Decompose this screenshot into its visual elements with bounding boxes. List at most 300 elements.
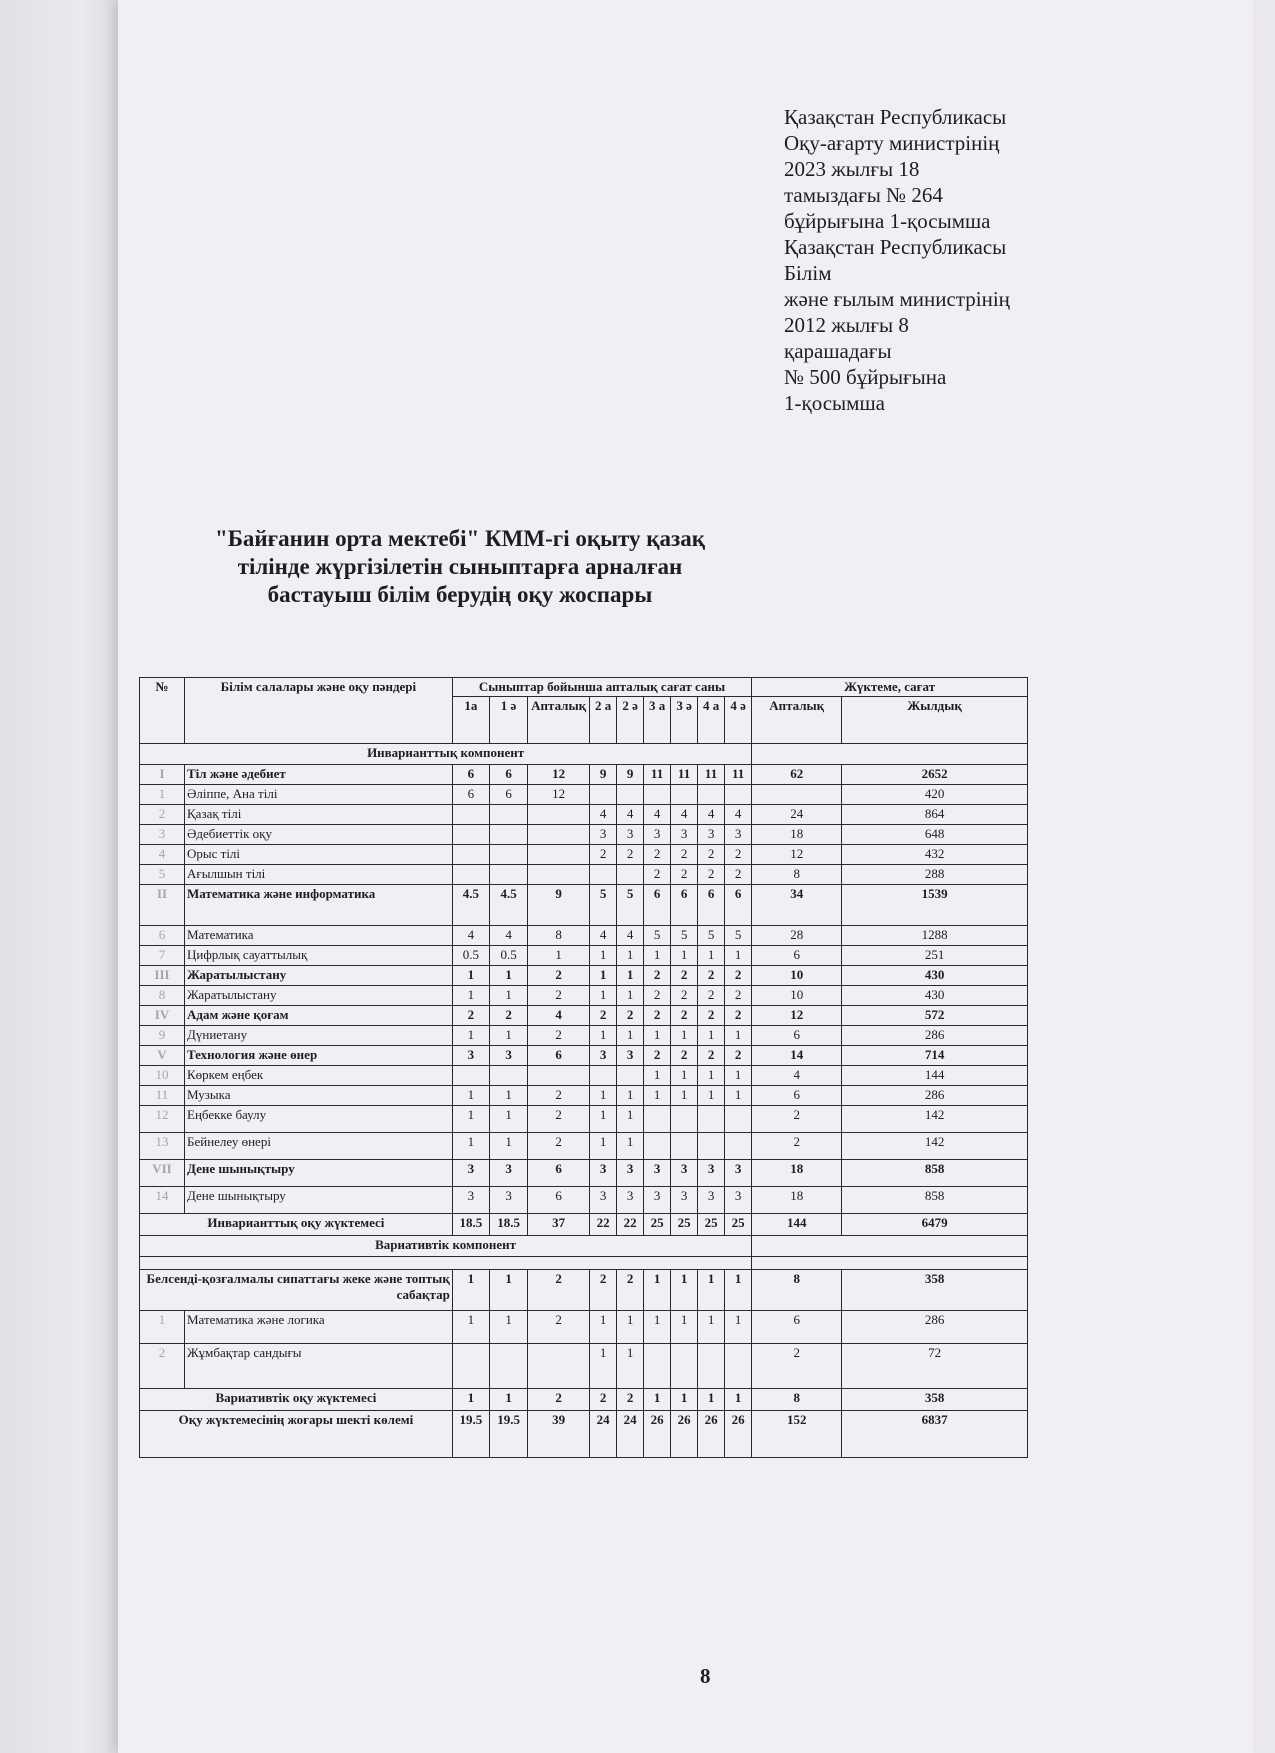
- table-cell: 1: [698, 1389, 725, 1411]
- title-line: бастауыш білім берудің оқу жоспары: [267, 582, 653, 607]
- table-cell: 25: [698, 1214, 725, 1236]
- table-cell: 1: [671, 946, 698, 966]
- table-cell: 2: [617, 1006, 644, 1026]
- table-cell: 1539: [842, 885, 1028, 926]
- table-cell: 5: [617, 885, 644, 926]
- table-cell: 3: [644, 1160, 671, 1187]
- table-cell: 4: [617, 805, 644, 825]
- table-cell: 2: [590, 1389, 617, 1411]
- table-cell: 3: [489, 1187, 527, 1214]
- table-cell: 1: [452, 966, 489, 986]
- table-cell: [590, 785, 617, 805]
- table-cell: [698, 1106, 725, 1133]
- table-cell: 1: [452, 1106, 489, 1133]
- table-cell: 1: [698, 1066, 725, 1086]
- table-cell: 2: [528, 966, 590, 986]
- table-cell: 1: [489, 1389, 527, 1411]
- total-label: Оқу жүктемесінің жоғары шекті көлемі: [140, 1411, 453, 1458]
- table-cell: 5: [725, 926, 752, 946]
- table-cell: 1: [590, 1026, 617, 1046]
- table-cell: 1: [452, 1311, 489, 1344]
- table-cell: 26: [671, 1411, 698, 1458]
- table-cell: 1: [590, 966, 617, 986]
- header-load: Жүктеме, сағат: [752, 678, 1028, 697]
- table-cell: [671, 785, 698, 805]
- table-cell: 6: [752, 1311, 842, 1344]
- row-number: 12: [140, 1106, 185, 1133]
- table-cell: 6: [698, 885, 725, 926]
- row-number: 10: [140, 1066, 185, 1086]
- table-cell: 152: [752, 1411, 842, 1458]
- column-header: 3 ә: [671, 697, 698, 744]
- table-cell: 4: [698, 805, 725, 825]
- subject-name: Ағылшын тілі: [185, 865, 453, 885]
- table-cell: [590, 865, 617, 885]
- max-load-row: [140, 1411, 1028, 1458]
- table-cell: 144: [842, 1066, 1028, 1086]
- table-cell: 28: [752, 926, 842, 946]
- table-cell: 6: [528, 1046, 590, 1066]
- table-cell: 6837: [842, 1411, 1028, 1458]
- section-label: Инварианттық компонент: [140, 744, 752, 765]
- table-cell: 286: [842, 1026, 1028, 1046]
- table-cell: 24: [752, 805, 842, 825]
- table-cell: 26: [698, 1411, 725, 1458]
- table-cell: 1: [644, 946, 671, 966]
- table-cell: [452, 845, 489, 865]
- approval-line: 2012 жылғы 8: [784, 313, 909, 337]
- table-cell: 1: [617, 1311, 644, 1344]
- table-cell: [140, 1257, 752, 1270]
- subject-name: Орыс тілі: [185, 845, 453, 865]
- table-cell: [671, 1133, 698, 1160]
- table-cell: 3: [590, 1160, 617, 1187]
- table-cell: 4: [671, 805, 698, 825]
- table-cell: [489, 825, 527, 845]
- header-row: [140, 678, 1028, 697]
- invariant-total-row: [140, 1214, 1028, 1236]
- table-cell: 37: [528, 1214, 590, 1236]
- table-cell: 6: [752, 1026, 842, 1046]
- table-cell: [752, 1257, 1028, 1270]
- table-cell: 8: [528, 926, 590, 946]
- table-row: [140, 765, 1028, 785]
- table-cell: 6: [489, 765, 527, 785]
- table-cell: 3: [698, 1160, 725, 1187]
- approval-line: бұйрығына 1-қосымша: [784, 209, 991, 233]
- subject-name: Дене шынықтыру: [185, 1160, 453, 1187]
- table-cell: 2: [644, 1046, 671, 1066]
- table-cell: 288: [842, 865, 1028, 885]
- column-header: 4 а: [698, 697, 725, 744]
- table-row: [140, 1311, 1028, 1344]
- table-cell: 3: [725, 1160, 752, 1187]
- table-cell: 39: [528, 1411, 590, 1458]
- table-cell: 9: [617, 765, 644, 785]
- variative-group-row: [140, 1270, 1028, 1311]
- table-cell: 4: [644, 805, 671, 825]
- table-cell: 1: [590, 986, 617, 1006]
- table-cell: [452, 1344, 489, 1389]
- table-cell: 1: [590, 1106, 617, 1133]
- table-cell: 3: [452, 1187, 489, 1214]
- table-cell: 62: [752, 765, 842, 785]
- table-cell: 19.5: [452, 1411, 489, 1458]
- table-row: [140, 785, 1028, 805]
- table-cell: 1: [452, 1133, 489, 1160]
- table-cell: [698, 1133, 725, 1160]
- table-cell: 1: [528, 946, 590, 966]
- table-cell: 24: [590, 1411, 617, 1458]
- table-cell: 2: [671, 966, 698, 986]
- table-cell: 26: [644, 1411, 671, 1458]
- column-header: 2 а: [590, 697, 617, 744]
- subject-name: Жұмбақтар сандығы: [185, 1344, 453, 1389]
- table-cell: 34: [752, 885, 842, 926]
- table-cell: 432: [842, 845, 1028, 865]
- subject-name: Бейнелеу өнері: [185, 1133, 453, 1160]
- table-cell: 2: [698, 1006, 725, 1026]
- table-row: [140, 1106, 1028, 1133]
- table-row: [140, 805, 1028, 825]
- table-cell: 11: [644, 765, 671, 785]
- table-cell: 1: [698, 1270, 725, 1311]
- table-cell: 1: [489, 1026, 527, 1046]
- table-cell: 2: [644, 865, 671, 885]
- table-cell: 714: [842, 1046, 1028, 1066]
- table-cell: 251: [842, 946, 1028, 966]
- table-cell: 2: [671, 986, 698, 1006]
- table-cell: 1: [725, 1026, 752, 1046]
- subject-name: Дене шынықтыру: [185, 1187, 453, 1214]
- table-cell: 1: [590, 946, 617, 966]
- table-cell: 1288: [842, 926, 1028, 946]
- table-cell: 6: [725, 885, 752, 926]
- table-cell: 2: [528, 1086, 590, 1106]
- table-cell: 1: [452, 1026, 489, 1046]
- subject-name: Әліппе, Ана тілі: [185, 785, 453, 805]
- table-cell: 2: [725, 1006, 752, 1026]
- table-cell: 358: [842, 1389, 1028, 1411]
- table-cell: 8: [752, 865, 842, 885]
- table-cell: 1: [617, 1086, 644, 1106]
- table-cell: 4: [590, 805, 617, 825]
- table-cell: 286: [842, 1086, 1028, 1106]
- table-cell: 2: [698, 865, 725, 885]
- table-cell: 5: [671, 926, 698, 946]
- table-cell: 1: [590, 1086, 617, 1106]
- table-cell: 12: [752, 1006, 842, 1026]
- table-cell: 1: [489, 1133, 527, 1160]
- table-cell: 12: [528, 785, 590, 805]
- table-cell: 12: [528, 765, 590, 785]
- table-cell: 2: [698, 845, 725, 865]
- subject-name: Еңбекке баулу: [185, 1106, 453, 1133]
- table-cell: 3: [698, 1187, 725, 1214]
- table-cell: 9: [528, 885, 590, 926]
- table-cell: 1: [590, 1311, 617, 1344]
- table-cell: 18.5: [452, 1214, 489, 1236]
- table-cell: 3: [671, 825, 698, 845]
- header-subjects: Білім салалары және оқу пәндері: [185, 678, 453, 744]
- table-cell: 1: [725, 1311, 752, 1344]
- table-cell: 3: [671, 1160, 698, 1187]
- table-cell: 2: [698, 1046, 725, 1066]
- table-cell: 572: [842, 1006, 1028, 1026]
- column-header: 2 ә: [617, 697, 644, 744]
- table-cell: 3: [489, 1160, 527, 1187]
- table-row: [140, 1344, 1028, 1389]
- table-cell: [590, 1066, 617, 1086]
- table-cell: 142: [842, 1106, 1028, 1133]
- table-cell: 1: [590, 1133, 617, 1160]
- table-cell: 26: [725, 1411, 752, 1458]
- table-cell: 3: [644, 825, 671, 845]
- table-cell: 3: [725, 825, 752, 845]
- table-cell: 2: [725, 865, 752, 885]
- table-cell: 2: [671, 845, 698, 865]
- variative-total-row: [140, 1389, 1028, 1411]
- table-cell: 6: [489, 785, 527, 805]
- table-cell: 1: [617, 966, 644, 986]
- table-cell: 2: [528, 986, 590, 1006]
- table-cell: 2: [590, 845, 617, 865]
- table-cell: 1: [725, 1066, 752, 1086]
- title-line: тілінде жүргізілетін сыныптарға арналған: [237, 554, 683, 579]
- table-cell: 3: [590, 1187, 617, 1214]
- row-number: VII: [140, 1160, 185, 1187]
- table-cell: 1: [644, 1066, 671, 1086]
- table-row: [140, 1046, 1028, 1066]
- table-cell: 4.5: [489, 885, 527, 926]
- table-cell: 2: [725, 1046, 752, 1066]
- header-num: №: [140, 678, 185, 744]
- row-number: IV: [140, 1006, 185, 1026]
- section-row: [140, 744, 1028, 765]
- table-cell: [671, 1344, 698, 1389]
- table-cell: 1: [617, 1106, 644, 1133]
- table-cell: [528, 805, 590, 825]
- subject-name: Математика: [185, 926, 453, 946]
- subject-name: Цифрлық сауаттылық: [185, 946, 453, 966]
- subject-name: Көркем еңбек: [185, 1066, 453, 1086]
- row-number: 9: [140, 1026, 185, 1046]
- table-cell: 6: [452, 785, 489, 805]
- table-row: [140, 926, 1028, 946]
- total-label: Инварианттық оқу жүктемесі: [140, 1214, 453, 1236]
- table-row: [140, 1066, 1028, 1086]
- subject-name: Тіл және әдебиет: [185, 765, 453, 785]
- table-cell: 1: [617, 1026, 644, 1046]
- table-cell: 0.5: [489, 946, 527, 966]
- table-cell: 2: [617, 1389, 644, 1411]
- row-number: 7: [140, 946, 185, 966]
- table-cell: 3: [698, 825, 725, 845]
- table-cell: 2: [752, 1344, 842, 1389]
- table-cell: 358: [842, 1270, 1028, 1311]
- table-cell: 2: [671, 1046, 698, 1066]
- row-number: 2: [140, 1344, 185, 1389]
- approval-stamp-text: [784, 104, 1064, 416]
- table-row: [140, 986, 1028, 1006]
- table-cell: 3: [590, 1046, 617, 1066]
- table-cell: 3: [617, 1160, 644, 1187]
- column-header: 1 ә: [489, 697, 527, 744]
- table-cell: 2: [617, 845, 644, 865]
- table-cell: 1: [671, 1026, 698, 1046]
- table-cell: 18.5: [489, 1214, 527, 1236]
- table-cell: 1: [644, 1389, 671, 1411]
- table-cell: [725, 785, 752, 805]
- table-row: [140, 1187, 1028, 1214]
- table-cell: 1: [452, 1389, 489, 1411]
- row-number: V: [140, 1046, 185, 1066]
- table-cell: 22: [590, 1214, 617, 1236]
- table-cell: 11: [725, 765, 752, 785]
- table-cell: 2: [528, 1311, 590, 1344]
- table-cell: 1: [698, 1026, 725, 1046]
- table-cell: 6: [671, 885, 698, 926]
- table-cell: 3: [617, 1046, 644, 1066]
- table-cell: 8: [752, 1389, 842, 1411]
- table-cell: [617, 865, 644, 885]
- table-cell: 1: [671, 1086, 698, 1106]
- row-number: 3: [140, 825, 185, 845]
- table-cell: [752, 744, 1028, 765]
- table-cell: 2: [671, 865, 698, 885]
- table-cell: 2: [590, 1270, 617, 1311]
- table-cell: [617, 785, 644, 805]
- table-cell: 1: [489, 1270, 527, 1311]
- row-number: 13: [140, 1133, 185, 1160]
- table-cell: 6479: [842, 1214, 1028, 1236]
- table-cell: 1: [590, 1344, 617, 1389]
- table-cell: 1: [725, 1086, 752, 1106]
- table-cell: 1: [617, 946, 644, 966]
- table-cell: 1: [452, 1086, 489, 1106]
- table-cell: 1: [725, 1270, 752, 1311]
- table-cell: [725, 1106, 752, 1133]
- table-cell: [489, 1344, 527, 1389]
- subject-name: Жаратылыстану: [185, 986, 453, 1006]
- section-label: Вариативтік компонент: [140, 1236, 752, 1257]
- table-cell: 2: [617, 1270, 644, 1311]
- table-cell: 1: [671, 1270, 698, 1311]
- table-cell: 3: [452, 1046, 489, 1066]
- table-cell: 1: [617, 1133, 644, 1160]
- column-header: Апталық: [528, 697, 590, 744]
- table-cell: 2: [752, 1106, 842, 1133]
- subject-name: Жаратылыстану: [185, 966, 453, 986]
- table-cell: [452, 865, 489, 885]
- table-cell: 18: [752, 825, 842, 845]
- table-cell: 4: [489, 926, 527, 946]
- title-line: "Байғанин орта мектебі" КММ-гі оқыту қазақ: [214, 526, 706, 551]
- approval-line: тамыздағы № 264: [784, 183, 943, 207]
- table-cell: 2: [528, 1026, 590, 1046]
- row-number: 14: [140, 1187, 185, 1214]
- table-cell: 5: [698, 926, 725, 946]
- subject-name: Музыка: [185, 1086, 453, 1106]
- table-cell: 142: [842, 1133, 1028, 1160]
- table-cell: 2: [698, 986, 725, 1006]
- table-cell: 1: [725, 946, 752, 966]
- subject-name: Дүниетану: [185, 1026, 453, 1046]
- table-cell: 6: [752, 946, 842, 966]
- row-number: III: [140, 966, 185, 986]
- table-cell: 2: [671, 1006, 698, 1026]
- table-row: [140, 946, 1028, 966]
- table-cell: 1: [725, 1389, 752, 1411]
- approval-line: Қазақстан Республикасы: [784, 105, 1007, 129]
- table-cell: 3: [452, 1160, 489, 1187]
- page-fold: [0, 0, 118, 1753]
- variative-group-name: Белсенді-қозғалмалы сипаттағы жеке және топтық сабақтар: [140, 1270, 453, 1311]
- table-cell: 3: [617, 825, 644, 845]
- approval-line: Білім: [784, 261, 832, 285]
- table-row: [140, 825, 1028, 845]
- table-cell: 2: [644, 845, 671, 865]
- table-cell: 2: [528, 1106, 590, 1133]
- table-cell: 648: [842, 825, 1028, 845]
- table-cell: 144: [752, 1214, 842, 1236]
- table-cell: 286: [842, 1311, 1028, 1344]
- table-cell: [489, 805, 527, 825]
- table-cell: 3: [489, 1046, 527, 1066]
- table-cell: 72: [842, 1344, 1028, 1389]
- table-cell: [698, 1344, 725, 1389]
- table-cell: 10: [752, 966, 842, 986]
- table-cell: 4: [528, 1006, 590, 1026]
- subject-name: Математика және логика: [185, 1311, 453, 1344]
- document-title: [160, 525, 760, 609]
- table-cell: 2: [752, 1133, 842, 1160]
- table-cell: 1: [617, 986, 644, 1006]
- table-cell: 1: [489, 1086, 527, 1106]
- table-cell: [528, 825, 590, 845]
- table-cell: 420: [842, 785, 1028, 805]
- table-cell: 1: [452, 1270, 489, 1311]
- table-cell: [528, 1066, 590, 1086]
- table-row: [140, 966, 1028, 986]
- column-header: Жылдық: [842, 697, 1028, 744]
- row-number: I: [140, 765, 185, 785]
- table-cell: 22: [617, 1214, 644, 1236]
- row-number: 1: [140, 1311, 185, 1344]
- table-cell: 6: [528, 1160, 590, 1187]
- table-cell: [725, 1133, 752, 1160]
- table-cell: [528, 1344, 590, 1389]
- total-label: Вариативтік оқу жүктемесі: [140, 1389, 453, 1411]
- table-row: [140, 1006, 1028, 1026]
- table-cell: 1: [671, 1389, 698, 1411]
- table-cell: 10: [752, 986, 842, 1006]
- column-header: Апталық: [752, 697, 842, 744]
- table-cell: 11: [698, 765, 725, 785]
- table-row: [140, 885, 1028, 926]
- table-cell: 3: [725, 1187, 752, 1214]
- table-cell: 1: [698, 1086, 725, 1106]
- table-cell: [452, 825, 489, 845]
- table-cell: 4: [452, 926, 489, 946]
- subject-name: Қазақ тілі: [185, 805, 453, 825]
- table-cell: 1: [452, 986, 489, 1006]
- table-cell: 2: [644, 986, 671, 1006]
- header-weekly-by-class: Сыныптар бойынша апталық сағат саны: [452, 678, 751, 697]
- row-number: 11: [140, 1086, 185, 1106]
- table-cell: 11: [671, 765, 698, 785]
- table-cell: 858: [842, 1160, 1028, 1187]
